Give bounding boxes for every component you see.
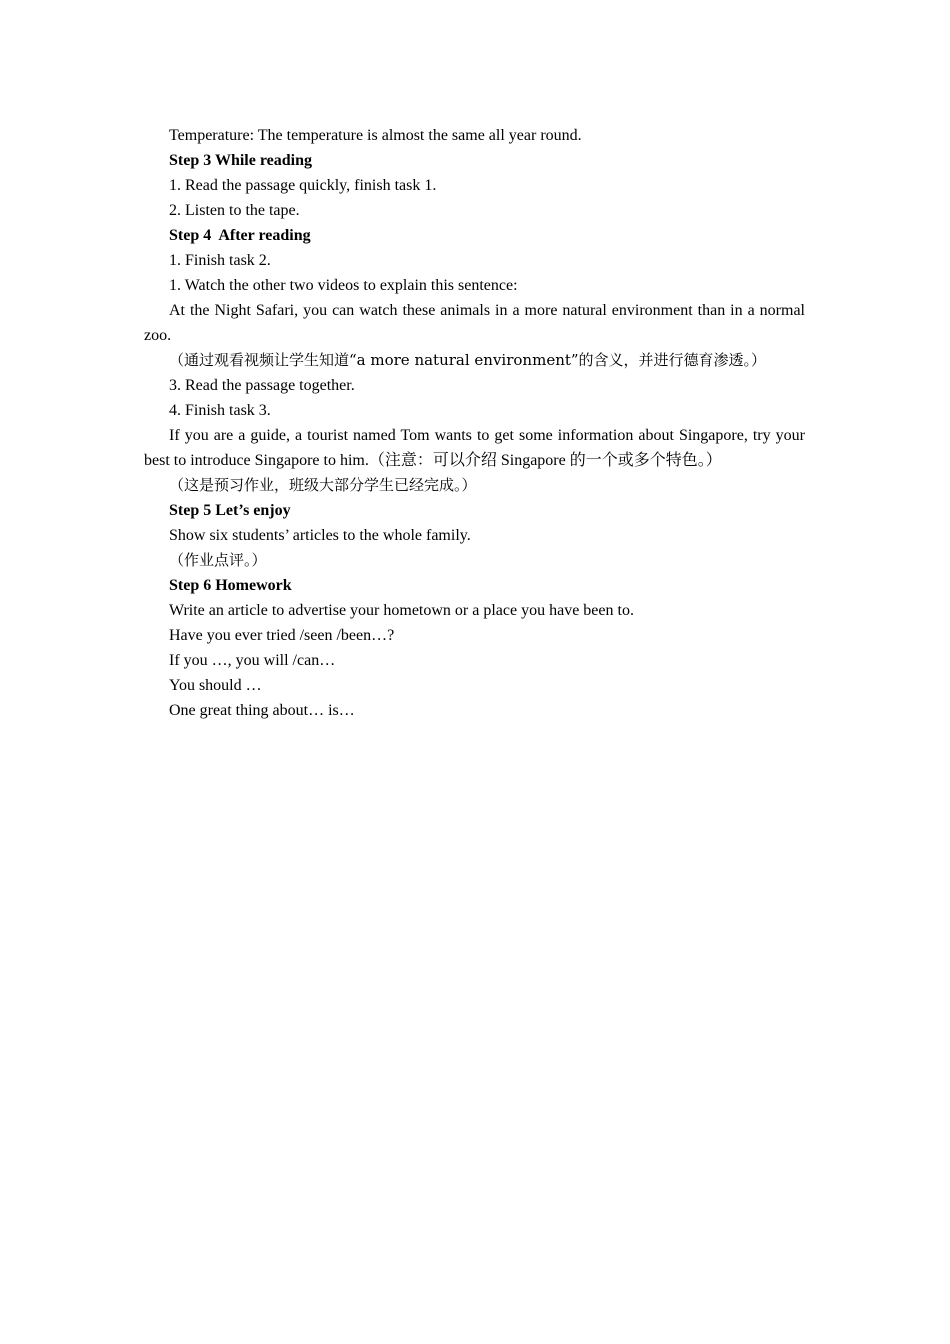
teaching-note-1: （通过观看视频让学生知道“a more natural environment”的含义，并进行德育渗透。） xyxy=(169,351,767,369)
step4-item-3: 3. Read the passage together. xyxy=(169,377,355,394)
step5-heading: Step 5 Let’s enjoy xyxy=(169,502,291,519)
homework-line-5: One great thing about… is… xyxy=(169,702,355,719)
teaching-note-2: （这是预习作业，班级大部分学生已经完成。） xyxy=(169,476,477,494)
night-safari-paragraph: At the Night Safari, you can watch these animals in a more natural environment than in a normal zoo. xyxy=(144,302,805,344)
guide-paragraph: If you are a guide, a tourist named Tom wants to get some information about Singapore, try your best to introduce Singapore to him.（注意：可以介绍 Singapore 的一个或多个特色。） xyxy=(144,427,805,469)
step5-text: Show six students’ articles to the whole family. xyxy=(169,527,471,544)
document-body xyxy=(144,123,805,723)
homework-line-1: Write an article to advertise your hometown or a place you have been to. xyxy=(169,602,634,619)
step3-item-2: 2. Listen to the tape. xyxy=(169,202,300,219)
step4-heading: Step 4 After reading xyxy=(169,227,311,244)
step4-item-2: 1. Watch the other two videos to explain this sentence: xyxy=(169,277,518,294)
homework-line-2: Have you ever tried /seen /been…? xyxy=(169,627,395,644)
step4-item-4: 4. Finish task 3. xyxy=(169,402,271,419)
homework-line-4: You should … xyxy=(169,677,262,694)
step6-heading: Step 6 Homework xyxy=(169,577,292,594)
teaching-note-3: （作业点评。） xyxy=(169,551,267,569)
step3-item-1: 1. Read the passage quickly, finish task 1. xyxy=(169,177,437,194)
step4-item-1: 1. Finish task 2. xyxy=(169,252,271,269)
step3-heading: Step 3 While reading xyxy=(169,152,312,169)
homework-line-3: If you …, you will /can… xyxy=(169,652,336,669)
temperature-line: Temperature: The temperature is almost the same all year round. xyxy=(169,127,582,144)
